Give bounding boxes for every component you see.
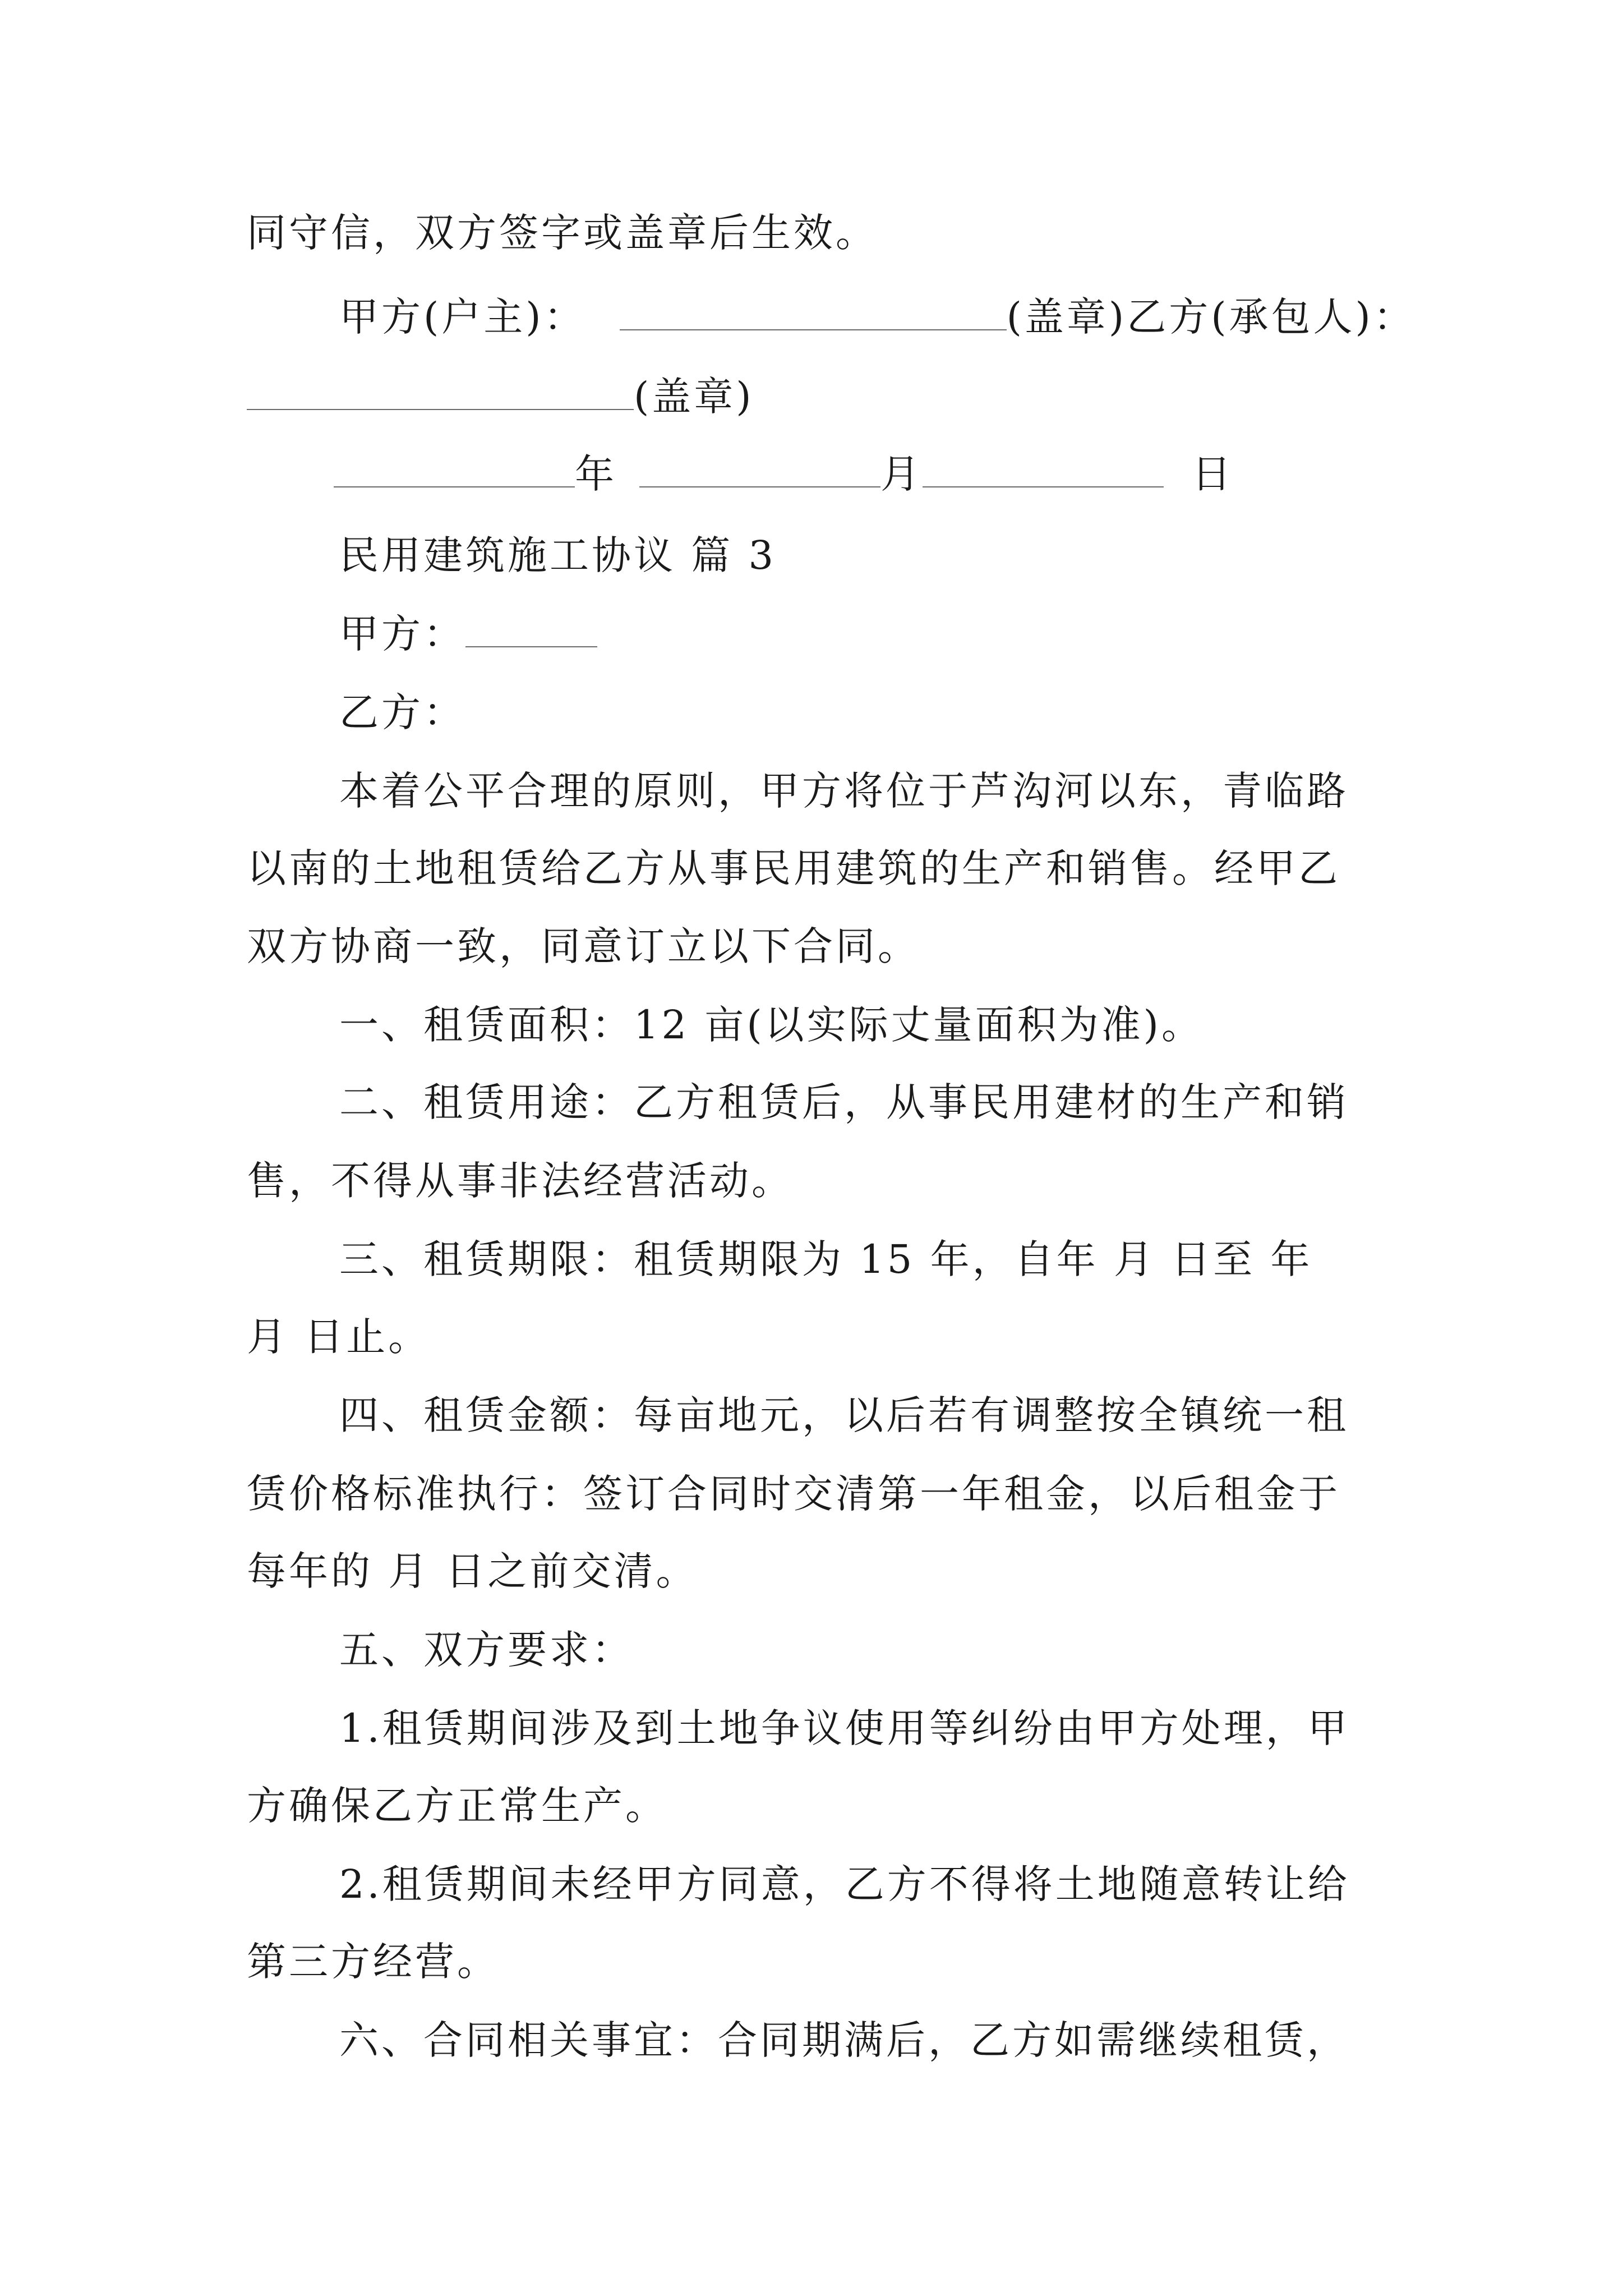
text-line: 第三方经营。 xyxy=(247,1939,499,1985)
year-blank xyxy=(334,453,575,487)
text-line: 售，不得从事非法经营活动。 xyxy=(247,1158,794,1204)
text-line: 每年的 月 日之前交清。 xyxy=(247,1548,698,1594)
date-line xyxy=(334,449,1234,499)
party-a-label: 甲方： xyxy=(339,611,465,657)
text-line: 四、租赁金额：每亩地元，以后若有调整按全镇统一租 xyxy=(339,1392,1349,1438)
text-line: 三、租赁期限：租赁期限为 15 年，自年 月 日至 年 xyxy=(339,1236,1313,1282)
party-a-blank xyxy=(465,613,597,647)
month-blank xyxy=(639,453,880,487)
year-label: 年 xyxy=(575,451,617,497)
text-line: 本着公平合理的原则，甲方将位于芦沟河以东，青临路 xyxy=(339,768,1349,814)
party-a-line xyxy=(339,609,597,659)
day-blank xyxy=(923,453,1164,487)
text-line: 一、租赁面积：12 亩(以实际丈量面积为准)。 xyxy=(339,1002,1204,1048)
text-line: 二、租赁用途：乙方租赁后，从事民用建材的生产和销 xyxy=(339,1079,1349,1125)
seal-label: (盖章)乙方(承包人)： xyxy=(1006,294,1415,340)
text-line: 月 日止。 xyxy=(247,1314,431,1360)
day-label: 日 xyxy=(1192,451,1234,497)
text-line: 双方协商一致，同意订立以下合同。 xyxy=(247,923,920,969)
signature-blank xyxy=(620,296,1007,330)
seal-label: (盖章) xyxy=(634,374,754,420)
text-line: 方确保乙方正常生产。 xyxy=(247,1783,667,1829)
month-label: 月 xyxy=(880,451,923,497)
text-line: 赁价格标准执行：签订合同时交清第一年租金，以后租金于 xyxy=(247,1471,1340,1517)
text-line: 以南的土地租赁给乙方从事民用建筑的生产和销售。经甲乙 xyxy=(247,845,1340,891)
section-title: 民用建筑施工协议 篇 3 xyxy=(339,532,777,578)
party-b-line: 乙方： xyxy=(339,689,465,735)
signature-line-party-a xyxy=(339,292,1415,342)
party-a-label: 甲方(户主)： xyxy=(339,294,586,340)
text-line: 五、双方要求： xyxy=(339,1627,634,1673)
text-line: 六、合同相关事宜：合同期满后，乙方如需继续租赁， xyxy=(339,2017,1349,2063)
text-line: 同守信，双方签字或盖章后生效。 xyxy=(247,210,878,256)
text-line: 1.租赁期间涉及到土地争议使用等纠纷由甲方处理，甲 xyxy=(339,1705,1350,1751)
signature-line-party-b xyxy=(247,371,754,422)
text-line: 2.租赁期间未经甲方同意，乙方不得将土地随意转让给 xyxy=(339,1861,1350,1907)
signature-blank xyxy=(247,375,634,410)
